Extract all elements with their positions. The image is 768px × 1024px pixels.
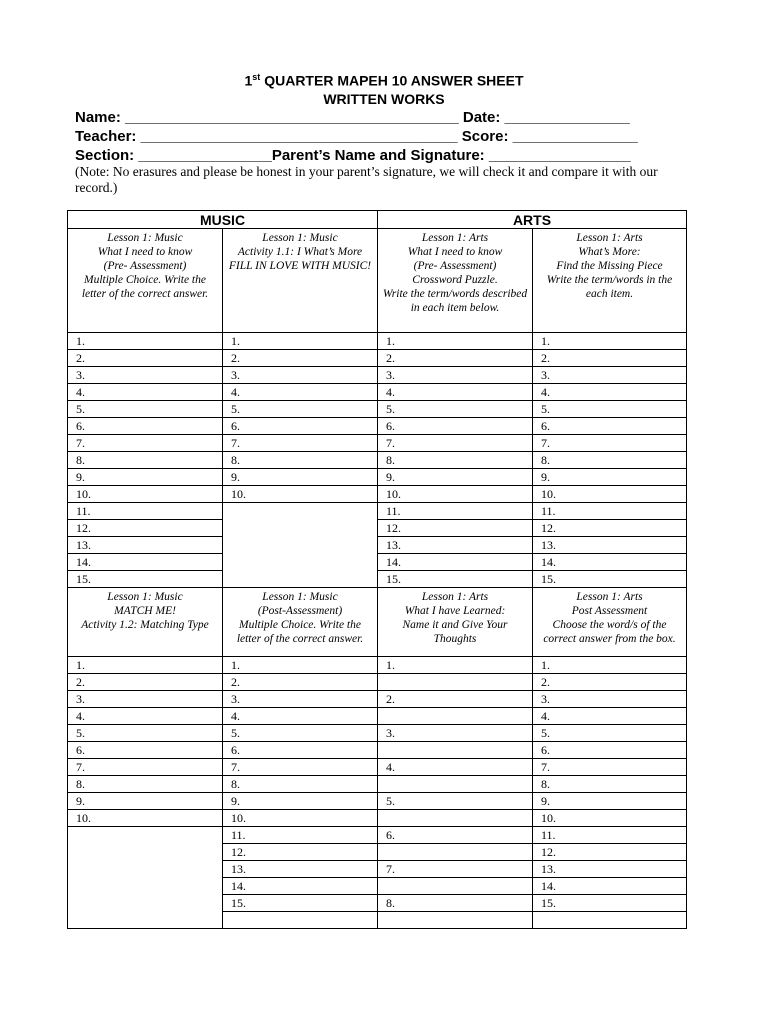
answer-cell[interactable]: 9. (68, 469, 223, 486)
answer-cell[interactable]: 4. (68, 384, 223, 401)
answer-cell[interactable]: 8. (223, 452, 378, 469)
answer-cell[interactable]: 6. (68, 418, 223, 435)
answer-cell[interactable]: 15. (223, 895, 378, 912)
answer-cell[interactable]: 10. (223, 810, 378, 827)
answer-cell[interactable]: 10. (378, 486, 533, 503)
answer-cell[interactable]: 11. (533, 503, 687, 520)
answer-cell[interactable]: 9. (533, 793, 687, 810)
answer-cell[interactable]: 14. (223, 878, 378, 895)
answer-cell[interactable]: 5. (378, 401, 533, 418)
answer-table (67, 210, 687, 929)
answer-cell[interactable]: 7. (223, 435, 378, 452)
answer-cell[interactable]: 15. (533, 895, 687, 912)
name-date-line: Name: ________________________________________ Date: _______________ (75, 109, 630, 126)
answer-cell[interactable]: 14. (68, 554, 223, 571)
answer-cell[interactable]: 2. (68, 674, 223, 691)
answer-cell[interactable] (223, 912, 378, 929)
answer-cell[interactable]: 8. (68, 452, 223, 469)
answer-cell[interactable]: 1. (68, 657, 223, 674)
section-parent-line: Section: ________________Parent’s Name and Signature: _________________ (75, 147, 631, 164)
answer-cell[interactable]: 10. (533, 486, 687, 503)
lesson-description: Lesson 1: Arts What I have Learned: Name it and Give Your Thoughts (378, 588, 533, 657)
answer-cell[interactable]: 9. (533, 469, 687, 486)
answer-cell[interactable] (378, 878, 533, 895)
answer-cell[interactable]: 5. (68, 725, 223, 742)
answer-row (68, 759, 687, 776)
answer-cell[interactable]: 6. (223, 418, 378, 435)
answer-cell[interactable]: 15. (378, 571, 533, 588)
answer-row (68, 418, 687, 435)
lesson-description: Lesson 1: Music Activity 1.1: I What’s More FILL IN LOVE WITH MUSIC! (223, 229, 378, 333)
answer-row (68, 657, 687, 674)
answer-row (68, 520, 687, 537)
answer-row (68, 469, 687, 486)
arts-header: ARTS (378, 211, 687, 229)
answer-cell[interactable]: 2. (533, 350, 687, 367)
answer-cell[interactable]: 11. (533, 827, 687, 844)
answer-cell[interactable]: 3. (533, 367, 687, 384)
answer-cell[interactable] (378, 674, 533, 691)
answer-cell[interactable]: 3. (223, 691, 378, 708)
answer-row (68, 691, 687, 708)
answer-cell[interactable]: 7. (378, 861, 533, 878)
answer-row (68, 793, 687, 810)
answer-cell[interactable]: 7. (533, 435, 687, 452)
answer-cell[interactable]: 4. (223, 708, 378, 725)
answer-cell[interactable]: 2. (223, 350, 378, 367)
blank-cell[interactable] (68, 827, 223, 929)
lesson-row (68, 229, 687, 333)
answer-row (68, 401, 687, 418)
answer-cell[interactable]: 4. (533, 708, 687, 725)
answer-cell[interactable]: 9. (68, 793, 223, 810)
answer-row (68, 571, 687, 588)
answer-cell[interactable]: 8. (68, 776, 223, 793)
answer-cell[interactable]: 14. (533, 878, 687, 895)
answer-cell[interactable] (378, 912, 533, 929)
answer-row (68, 333, 687, 350)
music-header: MUSIC (68, 211, 378, 229)
answer-cell[interactable]: 12. (533, 844, 687, 861)
answer-cell[interactable]: 14. (378, 554, 533, 571)
answer-row (68, 554, 687, 571)
answer-row (68, 827, 687, 844)
answer-cell[interactable] (378, 844, 533, 861)
answer-cell[interactable]: 6. (533, 742, 687, 759)
lesson-description: Lesson 1: Arts What I need to know (Pre- Assessment) Crossword Puzzle. Write the term/words described in each item below. (378, 229, 533, 333)
sheet-subtitle: WRITTEN WORKS (323, 91, 445, 107)
answer-cell[interactable]: 9. (378, 469, 533, 486)
answer-row (68, 367, 687, 384)
answer-cell[interactable]: 5. (223, 401, 378, 418)
lesson-description: Lesson 1: Music MATCH ME! Activity 1.2: Matching Type (68, 588, 223, 657)
answer-cell[interactable]: 9. (223, 793, 378, 810)
answer-cell[interactable]: 8. (223, 776, 378, 793)
answer-cell[interactable]: 2. (378, 691, 533, 708)
answer-cell[interactable] (378, 708, 533, 725)
answer-cell[interactable]: 7. (378, 435, 533, 452)
answer-row (68, 537, 687, 554)
answer-row (68, 503, 687, 520)
answer-cell[interactable]: 5. (533, 401, 687, 418)
lesson-description: Lesson 1: Arts Post Assessment Choose the word/s of the correct answer from the box. (533, 588, 687, 657)
answer-cell[interactable]: 8. (533, 776, 687, 793)
answer-cell[interactable]: 15. (68, 571, 223, 588)
answer-cell[interactable]: 3. (378, 367, 533, 384)
answer-row (68, 674, 687, 691)
note-text: (Note: No erasures and please be honest in your parent’s signature, we will check it and compare it with our record.) (75, 164, 658, 195)
answer-cell[interactable]: 12. (68, 520, 223, 537)
answer-cell[interactable]: 3. (533, 691, 687, 708)
answer-cell[interactable]: 10. (223, 486, 378, 503)
answer-cell[interactable]: 1. (68, 333, 223, 350)
answer-cell[interactable]: 1. (223, 657, 378, 674)
answer-cell[interactable]: 2. (223, 674, 378, 691)
answer-row (68, 708, 687, 725)
blank-cell[interactable] (533, 912, 687, 929)
answer-cell[interactable]: 1. (378, 657, 533, 674)
answer-cell[interactable]: 3. (378, 725, 533, 742)
answer-cell[interactable]: 4. (223, 384, 378, 401)
answer-cell[interactable]: 5. (223, 725, 378, 742)
answer-cell[interactable]: 1. (223, 333, 378, 350)
answer-cell[interactable]: 8. (378, 452, 533, 469)
answer-cell[interactable]: 11. (68, 503, 223, 520)
answer-cell[interactable] (378, 776, 533, 793)
answer-cell[interactable]: 6. (378, 827, 533, 844)
answer-cell[interactable]: 11. (223, 827, 378, 844)
answer-cell[interactable]: 4. (68, 708, 223, 725)
answer-cell[interactable]: 12. (223, 844, 378, 861)
answer-cell[interactable]: 15. (533, 571, 687, 588)
answer-cell[interactable]: 3. (68, 367, 223, 384)
answer-row (68, 435, 687, 452)
answer-cell[interactable]: 5. (378, 793, 533, 810)
answer-row (68, 725, 687, 742)
answer-cell[interactable]: 12. (533, 520, 687, 537)
answer-row (68, 810, 687, 827)
answer-cell[interactable]: 1. (533, 333, 687, 350)
answer-cell[interactable]: 1. (378, 333, 533, 350)
answer-cell[interactable]: 4. (533, 384, 687, 401)
blank-cell[interactable] (223, 503, 378, 588)
lesson-description: Lesson 1: Music What I need to know (Pre- Assessment) Multiple Choice. Write the letter of the correct answer. (68, 229, 223, 333)
answer-cell[interactable]: 10. (68, 486, 223, 503)
answer-cell[interactable]: 9. (223, 469, 378, 486)
answer-row (68, 776, 687, 793)
answer-cell[interactable]: 13. (378, 537, 533, 554)
sheet-title: 1st QUARTER MAPEH 10 ANSWER SHEET (244, 72, 524, 89)
teacher-score-line: Teacher: ______________________________________ Score: _______________ (75, 128, 638, 145)
answer-cell[interactable]: 4. (378, 384, 533, 401)
lesson-description: Lesson 1: Arts What’s More: Find the Missing Piece Write the term/words in the each item. (533, 229, 687, 333)
answer-cell[interactable]: 7. (223, 759, 378, 776)
answer-cell[interactable]: 13. (533, 537, 687, 554)
answer-cell[interactable]: 4. (378, 759, 533, 776)
answer-row (68, 452, 687, 469)
answer-cell[interactable]: 5. (533, 725, 687, 742)
answer-row (68, 384, 687, 401)
answer-cell[interactable]: 13. (533, 861, 687, 878)
answer-cell[interactable]: 1. (533, 657, 687, 674)
answer-cell[interactable]: 7. (68, 435, 223, 452)
answer-cell[interactable]: 10. (533, 810, 687, 827)
answer-cell[interactable]: 11. (378, 503, 533, 520)
answer-cell[interactable]: 2. (533, 674, 687, 691)
answer-cell[interactable]: 6. (533, 418, 687, 435)
answer-row (68, 350, 687, 367)
answer-cell[interactable]: 5. (68, 401, 223, 418)
answer-row (68, 486, 687, 503)
answer-cell[interactable] (378, 742, 533, 759)
answer-cell[interactable]: 2. (378, 350, 533, 367)
answer-cell[interactable]: 7. (68, 759, 223, 776)
answer-cell[interactable]: 8. (533, 452, 687, 469)
answer-cell[interactable]: 2. (68, 350, 223, 367)
answer-cell[interactable]: 6. (68, 742, 223, 759)
answer-cell[interactable]: 7. (533, 759, 687, 776)
answer-cell[interactable]: 6. (223, 742, 378, 759)
answer-cell[interactable] (378, 810, 533, 827)
answer-row (68, 742, 687, 759)
lesson-description: Lesson 1: Music (Post-Assessment) Multiple Choice. Write the letter of the correct answer. (223, 588, 378, 657)
answer-cell[interactable]: 3. (68, 691, 223, 708)
answer-cell[interactable]: 3. (223, 367, 378, 384)
answer-cell[interactable]: 8. (378, 895, 533, 912)
answer-cell[interactable]: 14. (533, 554, 687, 571)
answer-cell[interactable]: 12. (378, 520, 533, 537)
lesson-row (68, 588, 687, 657)
answer-cell[interactable]: 13. (68, 537, 223, 554)
answer-cell[interactable]: 10. (68, 810, 223, 827)
answer-cell[interactable]: 13. (223, 861, 378, 878)
answer-cell[interactable]: 6. (378, 418, 533, 435)
